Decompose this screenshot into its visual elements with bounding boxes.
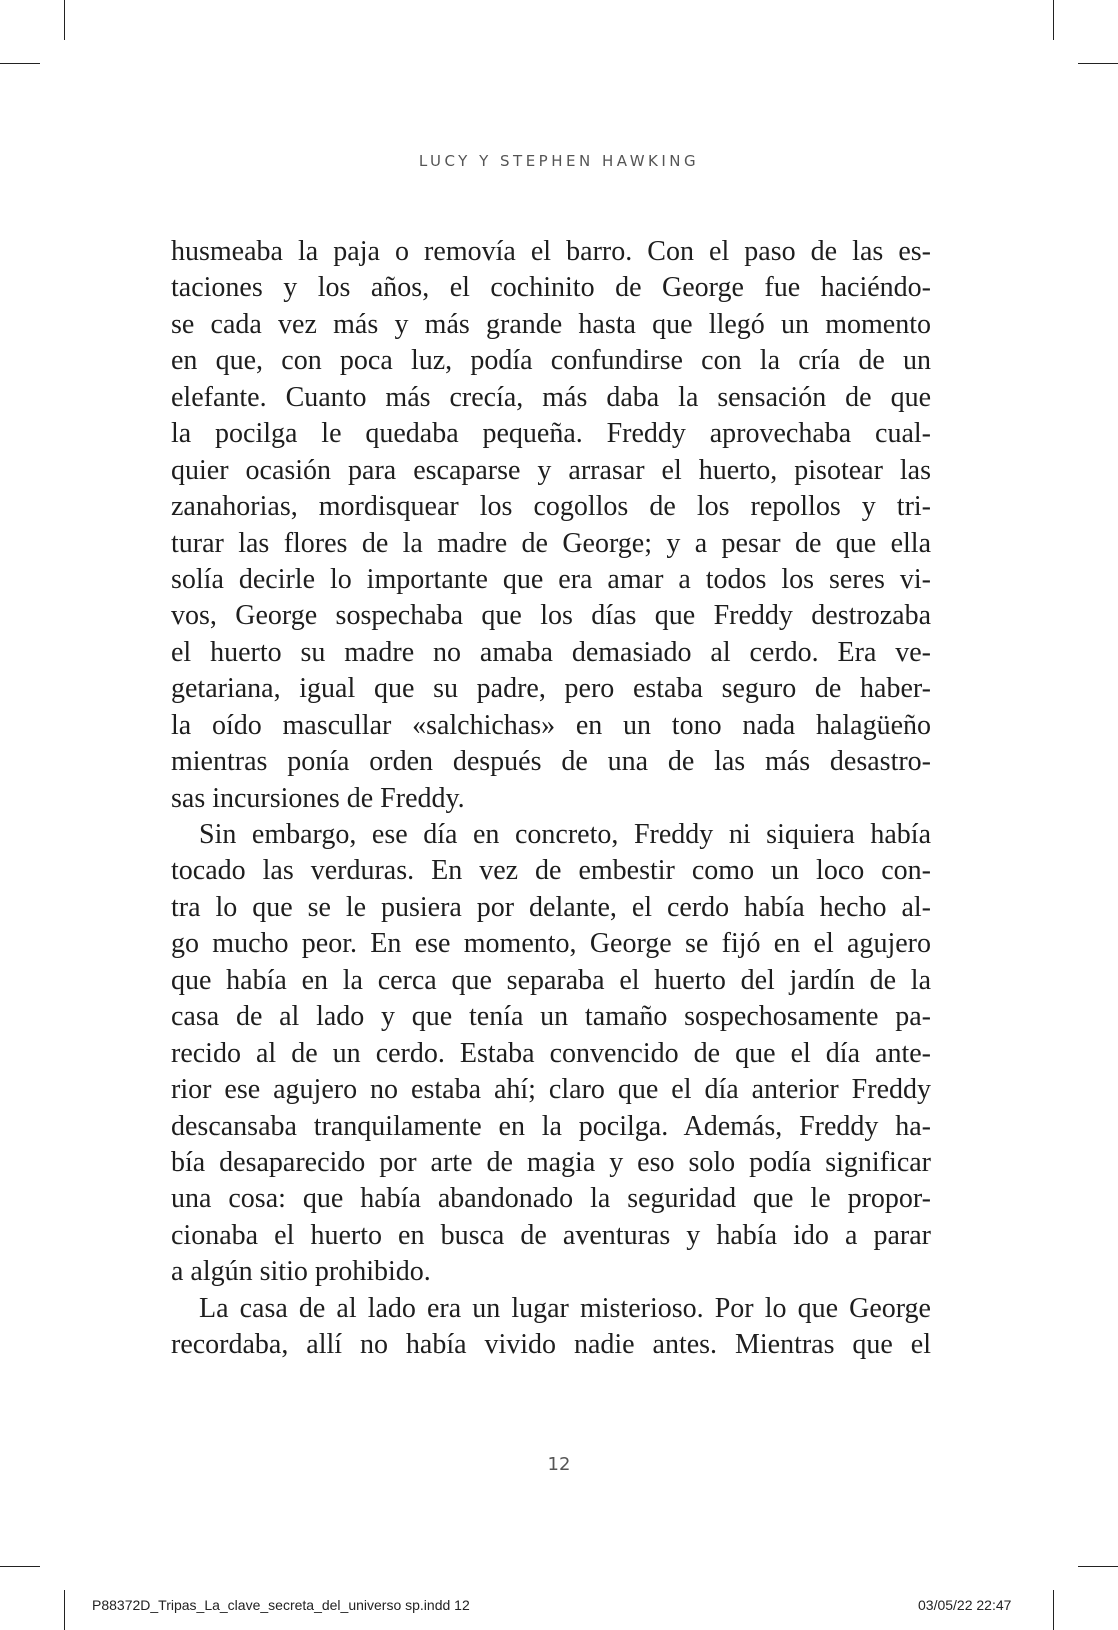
- text-line: mientras ponía orden después de una de las más desastro-: [171, 746, 931, 778]
- text-line: go mucho peor. En ese momento, George se fijó en el agujero: [171, 928, 931, 960]
- slug-filename: P88372D_Tripas_La_clave_secreta_del_universo sp.indd 12: [92, 1597, 470, 1613]
- crop-mark-bottom-right-h: [1078, 1566, 1118, 1567]
- crop-mark-top-right: [1053, 0, 1054, 40]
- text-line: recido al de un cerdo. Estaba convencido de que el día ante-: [171, 1037, 931, 1069]
- text-line: a algún sitio prohibido.: [171, 1256, 431, 1288]
- text-line: vos, George sospechaba que los días que Freddy destrozaba: [171, 600, 931, 632]
- text-line: una cosa: que había abandonado la seguridad que le propor-: [171, 1183, 931, 1215]
- text-line: recordaba, allí no había vivido nadie antes. Mientras que el: [171, 1329, 931, 1361]
- text-line: descansaba tranquilamente en la pocilga. Además, Freddy ha-: [171, 1110, 931, 1142]
- text-line: tocado las verduras. En vez de embestir como un loco con-: [171, 855, 931, 887]
- crop-mark-top-right-h: [1078, 63, 1118, 64]
- text-line: bía desaparecido por arte de magia y eso solo podía significar: [171, 1146, 931, 1178]
- running-head: LUCY Y STEPHEN HAWKING: [418, 152, 700, 170]
- page-number: 12: [547, 1454, 571, 1475]
- crop-mark-top-left-h: [0, 63, 40, 64]
- text-line: husmeaba la paja o removía el barro. Con el paso de las es-: [171, 236, 931, 267]
- text-line: La casa de al lado era un lugar misterioso. Por lo que George: [199, 1292, 931, 1324]
- text-line: zanahorias, mordisquear los cogollos de los repollos y tri-: [171, 491, 931, 523]
- text-line: elefante. Cuanto más crecía, más daba la sensación de que: [171, 381, 931, 413]
- text-line: Sin embargo, ese día en concreto, Freddy ni siquiera había: [199, 819, 931, 850]
- text-line: la oído mascullar «salchichas» en un tono nada halagüeño: [171, 709, 931, 741]
- text-line: sas incursiones de Freddy.: [171, 782, 465, 814]
- text-line: la pocilga le quedaba pequeña. Freddy aprovechaba cual-: [171, 418, 931, 450]
- slug-date: 03/05/22 22:47: [918, 1597, 1012, 1613]
- text-line: el huerto su madre no amaba demasiado al cerdo. Era ve-: [171, 636, 931, 668]
- text-line: turar las flores de la madre de George; y a pesar de que ella: [171, 527, 931, 559]
- crop-mark-bottom-left: [64, 1590, 65, 1630]
- crop-mark-bottom-right: [1053, 1590, 1054, 1630]
- text-line: cionaba el huerto en busca de aventuras y había ido a parar: [171, 1219, 931, 1251]
- text-line: se cada vez más y más grande hasta que llegó un momento: [171, 308, 931, 340]
- text-line: getariana, igual que su padre, pero estaba seguro de haber-: [171, 673, 931, 705]
- text-line: solía decirle lo importante que era amar a todos los seres vi-: [171, 563, 931, 595]
- text-line: casa de al lado y que tenía un tamaño sospechosamente pa-: [171, 1001, 931, 1033]
- text-line: rior ese agujero no estaba ahí; claro que el día anterior Freddy: [171, 1074, 931, 1106]
- crop-mark-bottom-left-h: [0, 1566, 40, 1567]
- text-line: taciones y los años, el cochinito de George fue haciéndo-: [171, 272, 931, 304]
- text-line: que había en la cerca que separaba el huerto del jardín de la: [171, 964, 931, 996]
- crop-mark-top-left: [64, 0, 65, 40]
- text-line: quier ocasión para escaparse y arrasar el huerto, pisotear las: [171, 454, 931, 486]
- body-text: [171, 234, 931, 1364]
- text-line: en que, con poca luz, podía confundirse con la cría de un: [171, 345, 931, 377]
- text-line: tra lo que se le pusiera por delante, el cerdo había hecho al-: [171, 891, 931, 923]
